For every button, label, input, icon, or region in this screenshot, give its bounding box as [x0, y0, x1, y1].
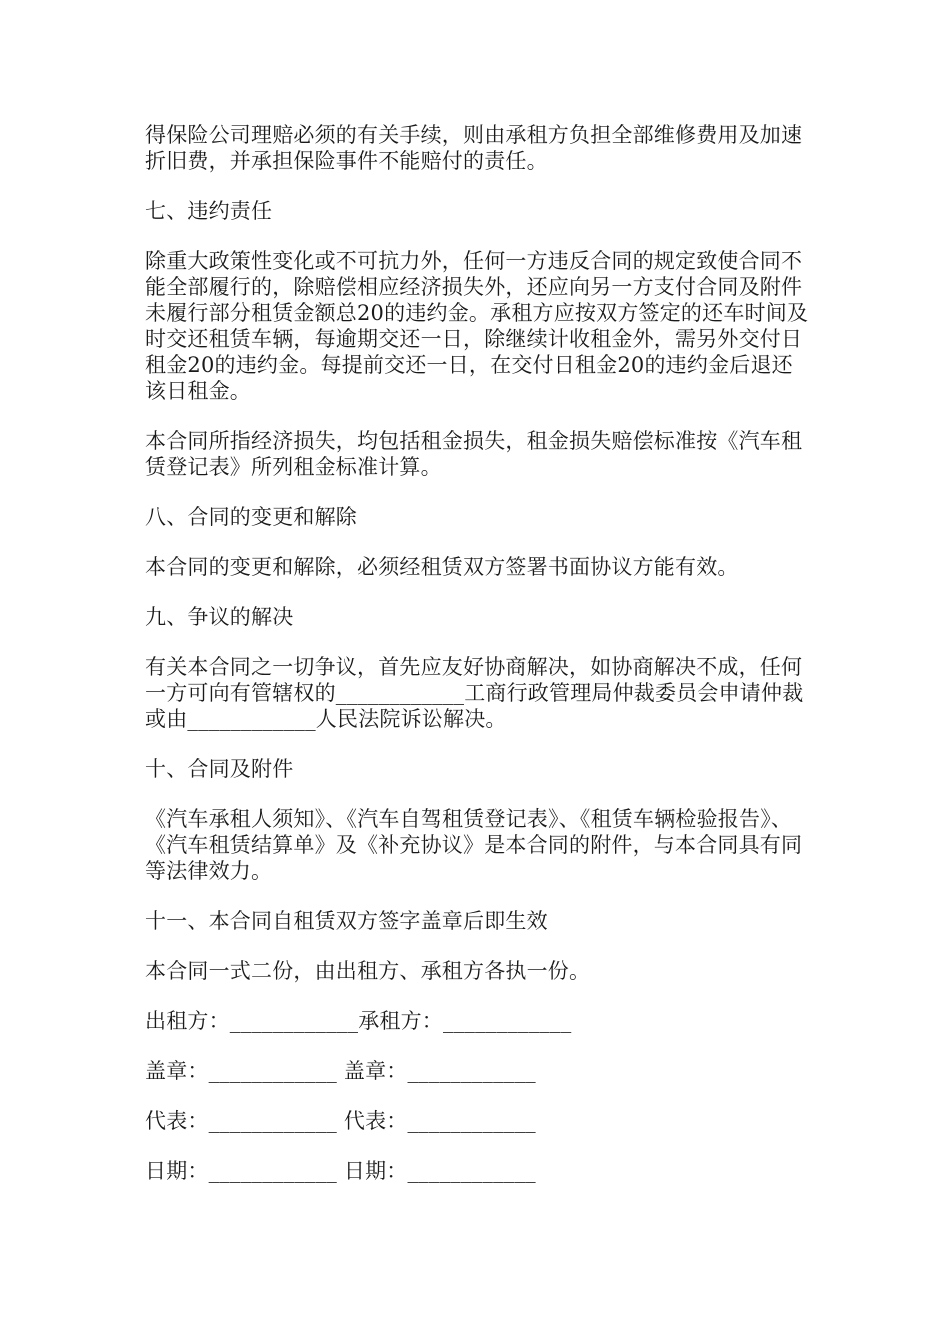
paragraph-economic-loss: 本合同所指经济损失，均包括租金损失，租金损失赔偿标准按《汽车租赁登记表》所列租金标准计算。 — [145, 429, 803, 479]
section-heading-effectiveness: 十一、本合同自租赁双方签字盖章后即生效 — [145, 909, 548, 933]
paragraph-dispute: 有关本合同之一切争议，首先应友好协商解决，如协商解决不成，任何一方可向有管辖权的____________工商行政管理局仲裁委员会申请仲裁或由____________人民法院诉讼解决。 — [145, 655, 804, 731]
section-heading-breach-liability: 七、违约责任 — [145, 199, 273, 223]
signature-line-seal: 盖章：____________ 盖章：____________ — [145, 1059, 536, 1083]
signature-line-party: 出租方：____________承租方：____________ — [145, 1009, 572, 1033]
section-heading-dispute-resolution: 九、争议的解决 — [145, 605, 294, 629]
paragraph-breach-penalty: 除重大政策性变化或不可抗力外，任何一方违反合同的规定致使合同不能全部履行的，除赔偿相应经济损失外，还应向另一方支付合同及附件未履行部分租赁金额总20的违约金。承租方应按双方签定的还车时间及时交还租赁车辆，每逾期交还一日，除继续计收租金外，需另外交付日租金20的违约金。每提前交还一日，在交付日租金20的违约金后退还该日租金。 — [145, 249, 809, 403]
paragraph-amendment: 本合同的变更和解除，必须经租赁双方签署书面协议方能有效。 — [145, 555, 739, 579]
section-heading-attachments: 十、合同及附件 — [145, 757, 294, 781]
paragraph-copies: 本合同一式二份，由出租方、承租方各执一份。 — [145, 959, 591, 983]
paragraph-attachments: 《汽车承租人须知》、《汽车自驾租赁登记表》、《租赁车辆检验报告》、《汽车租赁结算单》及《补充协议》是本合同的附件，与本合同具有同等法律效力。 — [145, 807, 803, 883]
signature-line-date: 日期：____________ 日期：____________ — [145, 1159, 536, 1183]
section-heading-amendment-termination: 八、合同的变更和解除 — [145, 505, 357, 529]
document-body — [145, 122, 810, 1208]
paragraph-insurance-claim: 得保险公司理赔必须的有关手续，则由承租方负担全部维修费用及加速折旧费，并承担保险事件不能赔付的责任。 — [145, 123, 803, 173]
signature-line-representative: 代表：____________ 代表：____________ — [145, 1109, 536, 1133]
